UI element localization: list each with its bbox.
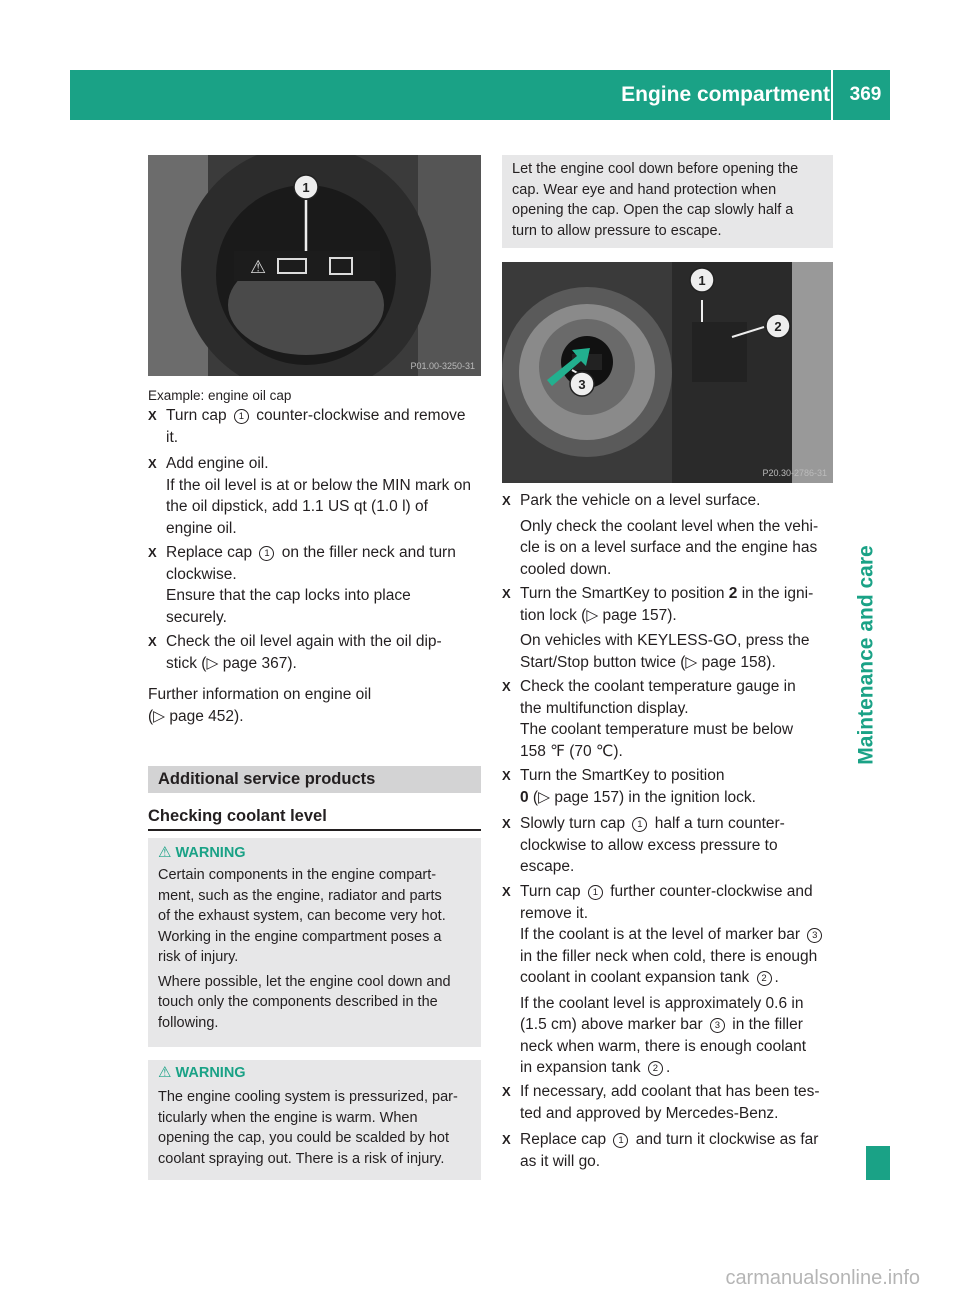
step-check-gauge: X Check the coolant temperature gauge in the multifunction display. The coolant temperature must be below 158 ℉ (70 ℃). <box>502 678 796 760</box>
step-arrow-icon: X <box>148 456 157 471</box>
step-arrow-icon: X <box>502 1084 511 1099</box>
side-tab-label: Maintenance and care <box>854 545 878 765</box>
marker-1-icon: 1 <box>632 817 647 832</box>
page-header-title: Engine compartment <box>621 83 830 106</box>
coolant-watermark: P20.30-2786-31 <box>762 468 827 478</box>
coolant-marker-3: 3 <box>578 377 586 392</box>
coolant-marker-1: 1 <box>698 273 706 288</box>
section-title: Additional service products <box>148 766 481 793</box>
side-tab-marker <box>866 1146 890 1180</box>
subsection-rule <box>148 829 481 831</box>
oil-cap-marker-1: 1 <box>302 180 310 195</box>
step-replace-cap: X Replace cap 1 on the filler neck and turn clockwise. Ensure that the cap locks into place securely. <box>148 544 456 626</box>
step-arrow-icon: X <box>502 586 511 601</box>
step-replace-coolant-cap: X Replace cap 1 and turn it clockwise as far as it will go. <box>502 1131 819 1170</box>
page-number: 369 <box>849 84 882 105</box>
step-add-oil: X Add engine oil. If the oil level is at or below the MIN mark on the oil dipstick, add 1.1 US qt (1.0 l) of engine oil. <box>148 455 471 537</box>
footer-watermark: carmanualsonline.info <box>725 1267 920 1289</box>
step-arrow-icon: X <box>148 545 157 560</box>
step-add-coolant: X If necessary, add coolant that has been tes- ted and approved by Mercedes-Benz. <box>502 1083 820 1122</box>
step-check-oil: X Check the oil level again with the oil dip- stick (▷ page 367). <box>148 633 442 672</box>
coolant-image <box>502 262 833 483</box>
step-slowly-turn: X Slowly turn cap 1 half a turn counter- clockwise to allow excess pressure to escape. <box>502 815 785 875</box>
marker-1-icon: 1 <box>613 1133 628 1148</box>
further-info-line1: Further information on engine oil <box>148 686 372 703</box>
step-arrow-icon: X <box>502 768 511 783</box>
step-park: X Park the vehicle on a level surface. Only check the coolant level when the vehi- cle is on a level surface and the engine has cooled down. <box>502 492 819 578</box>
marker-3-icon: 3 <box>807 928 822 943</box>
step-turn-cap: X Turn cap 1 counter-clockwise and remove it. <box>148 407 466 446</box>
marker-2-icon: 2 <box>757 971 772 986</box>
svg-text:⚠: ⚠ <box>250 257 267 278</box>
subsection-title: Checking coolant level <box>148 807 327 825</box>
step-arrow-icon: X <box>502 816 511 831</box>
step-arrow-icon: X <box>148 408 157 423</box>
step-smartkey-2: X Turn the SmartKey to position 2 in the igni- tion lock (▷ page 157). On vehicles with KEYLESS-GO, press the Start/Stop button twice (▷ page 158). <box>502 585 814 671</box>
step-arrow-icon: X <box>148 634 157 649</box>
marker-1-icon: 1 <box>234 409 249 424</box>
header-divider <box>831 70 833 120</box>
step-arrow-icon: X <box>502 884 511 899</box>
step-remove-cap: X Turn cap 1 further counter-clockwise and remove it. If the coolant is at the level of marker bar 3 in the filler neck when cold, there is enough coolant in coolant expansion tank 2 . If the coolant level is approximately 0.6 in (1.5 cm) above marker bar 3 in the filler neck when warm, there is enough coolant in expansion tank 2 . <box>502 881 860 1079</box>
oil-cap-watermark: P01.00-3250-31 <box>410 361 475 371</box>
warning-box-1: ⚠ WARNING Certain components in the engine compart- ment, such as the engine, radiator and parts of the exhaust system, can become very hot. Working in the engine compartment poses a risk of injury. Where possible, let the engine cool down and touch only the components described in the following. <box>148 838 481 1047</box>
further-info-line2: (▷ page 452). <box>148 708 244 725</box>
warning-continuation: Let the engine cool down before opening the cap. Wear eye and hand protection when opening the cap. Open the cap slowly half a turn to allow pressure to escape. <box>502 155 833 248</box>
coolant-marker-2: 2 <box>774 319 782 334</box>
marker-1-icon: 1 <box>588 885 603 900</box>
step-arrow-icon: X <box>502 679 511 694</box>
marker-3-icon: 3 <box>710 1018 725 1033</box>
oil-cap-image <box>148 155 481 376</box>
warning-box-2: ⚠ WARNING The engine cooling system is pressurized, par- ticularly when the engine is warm. When opening the cap, you could be scalded by hot coolant spraying out. There is a risk of injury. <box>148 1060 481 1180</box>
warning-triangle-icon: ⚠ <box>158 1064 172 1081</box>
warning-triangle-icon: ⚠ <box>158 844 172 861</box>
image-caption: Example: engine oil cap <box>148 388 292 403</box>
step-smartkey-0: X Turn the SmartKey to position 0 (▷ page 157) in the ignition lock. <box>502 767 756 806</box>
step-arrow-icon: X <box>502 1132 511 1147</box>
marker-2-icon: 2 <box>648 1061 663 1076</box>
marker-1-icon: 1 <box>259 546 274 561</box>
step-arrow-icon: X <box>502 493 511 508</box>
